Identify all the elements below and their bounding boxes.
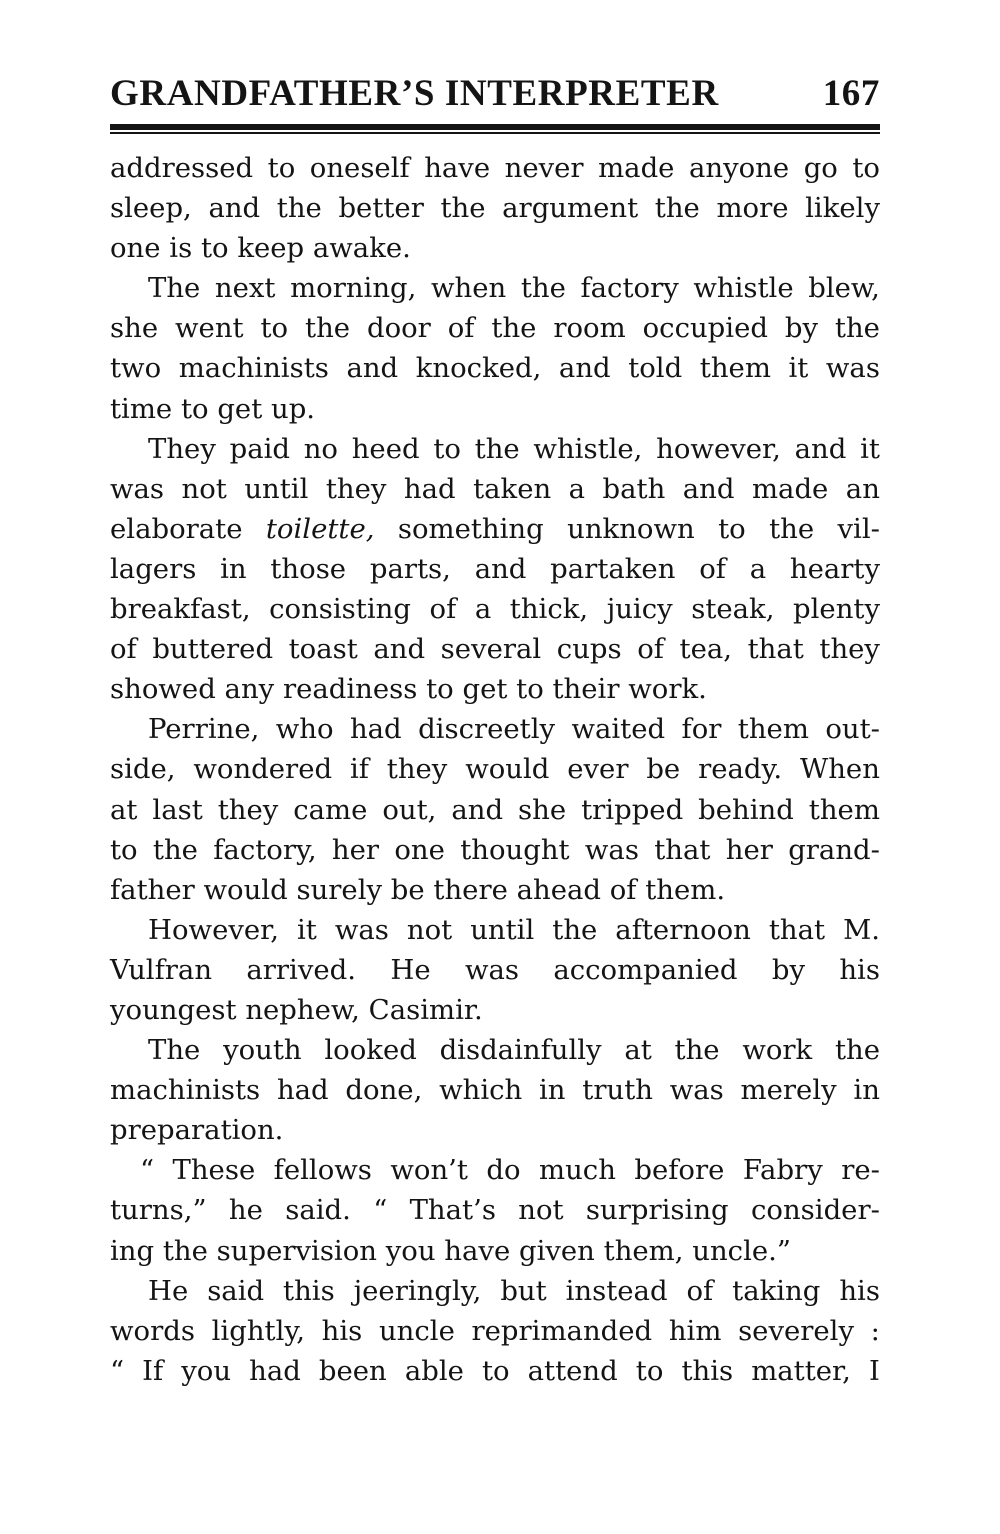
text-line: side, wondered if they would ever be ready. When [110,753,880,786]
text-line: preparation. [110,1114,284,1147]
running-head [110,72,880,116]
text-line: The next morning, when the factory whistle blew, [148,272,880,305]
header-rule-thick [110,124,880,130]
text-line: of buttered toast and several cups of tea, that they [110,633,880,666]
text-line: one is to keep awake. [110,232,411,265]
text-line: They paid no heed to the whistle, however, and it [148,432,880,465]
text-line: ing the supervision you have given them, uncle.” [110,1234,791,1267]
text-line: turns,” he said. “ That’s not surprising consider- [110,1194,880,1227]
text-line: words lightly, his uncle reprimanded him severely : [110,1314,880,1347]
text-line: addressed to oneself have never made anyone go to [110,152,880,184]
body-text [110,148,880,1391]
text-line: time to get up. [110,392,316,425]
text-line: However, it was not until the afternoon that M. [148,913,880,946]
text-line: youngest nephew, Casimir. [110,993,483,1026]
text-line: Perrine, who had discreetly waited for them out- [148,713,880,746]
text-line: at last they came out, and she tripped behind them [110,793,880,826]
text-line: showed any readiness to get to their work. [110,673,707,706]
text-line: The youth looked disdainfully at the work the [148,1034,880,1067]
text-line: “ If you had been able to attend to this matter, I [110,1354,880,1387]
text-line: was not until they had taken a bath and made an [110,472,880,505]
text-line: sleep, and the better the argument the more likely [110,192,880,225]
text-line: father would surely be there ahead of them. [110,873,726,906]
page-number: 167 [822,73,880,114]
text-line: “ These fellows won’t do much before Fabry re- [140,1154,880,1187]
text-line: lagers in those parts, and partaken of a hearty [110,552,880,585]
header-rule-thin [110,132,880,134]
text-line: He said this jeeringly, but instead of taking his [148,1274,880,1307]
text-line: Vulfran arrived. He was accompanied by his [110,953,880,986]
text-line: to the factory, her one thought was that her grand- [110,833,880,866]
text-line: elaborate toilette, something unknown to the vil- [110,512,880,545]
running-head-title: GRANDFATHER’S INTERPRETER [110,73,719,114]
text-line: she went to the door of the room occupied by the [110,312,880,345]
text-line: machinists had done, which in truth was merely in [110,1074,880,1107]
text-line: breakfast, consisting of a thick, juicy steak, plenty [110,593,880,626]
text-line: two machinists and knocked, and told them it was [110,352,880,385]
book-page [110,72,880,1391]
